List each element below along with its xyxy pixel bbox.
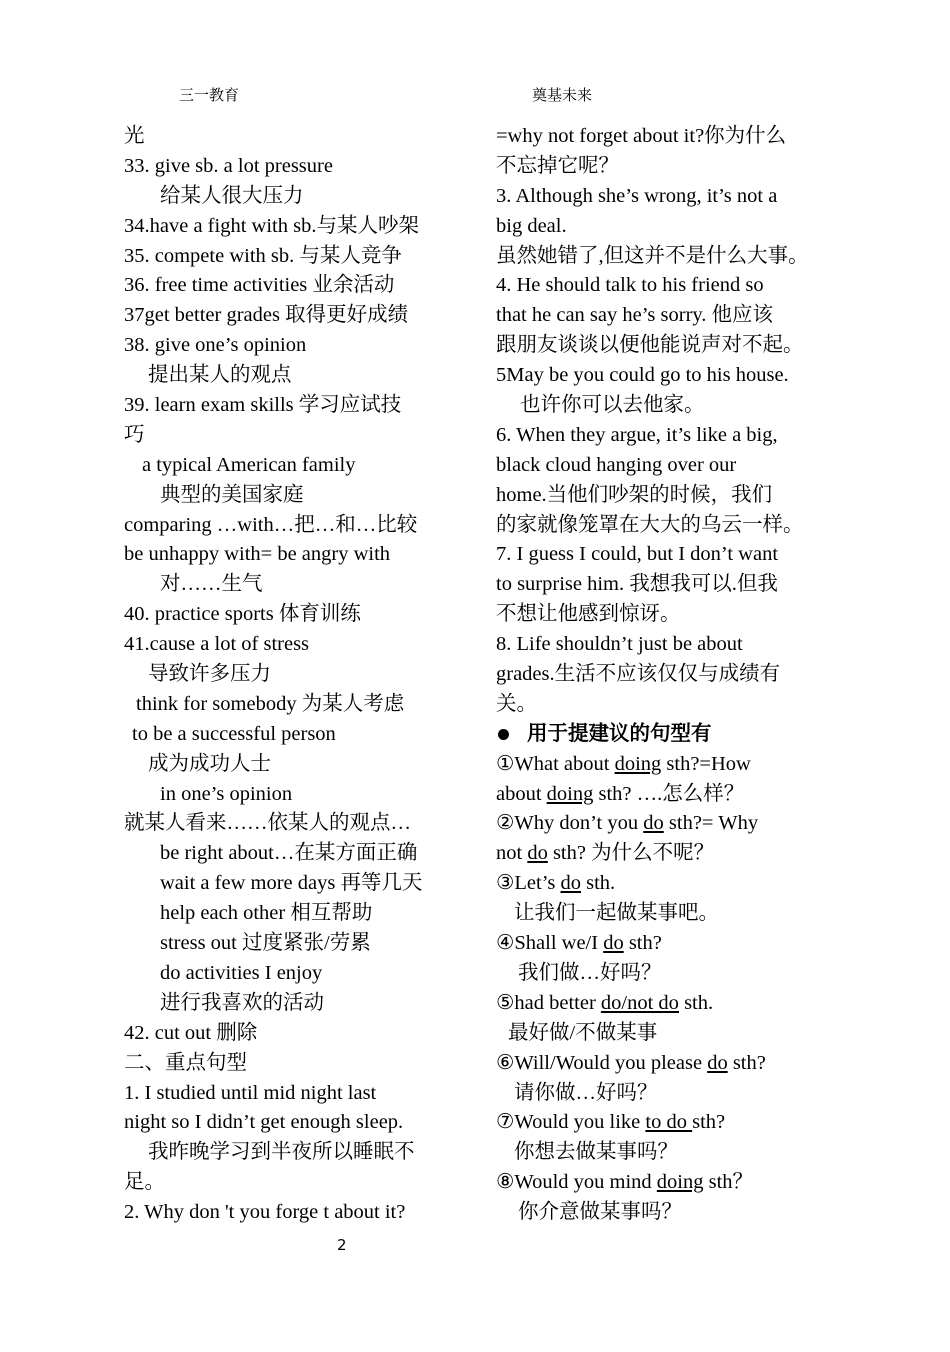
text-line: 38. give one’s opinion: [124, 334, 307, 357]
text-line: 40. practice sports 体育训练: [124, 603, 361, 626]
text-line: in one’s opinion: [160, 782, 293, 805]
pattern-line: ⑧Would you mind doing sth？: [496, 1171, 754, 1194]
text-line: 也许你可以去他家。: [520, 394, 705, 417]
pattern-translation: 最好做/不做某事: [508, 1021, 658, 1044]
text-line: 6. When they argue, it’s like a big,: [496, 423, 778, 446]
pattern-line: about doing sth? ….怎么样？: [496, 782, 745, 805]
text-line: 3. Although she’s wrong, it’s not a: [496, 184, 778, 207]
text-line: 光: [124, 125, 145, 147]
pattern-line: ⑤had better do/not do sth.: [496, 991, 714, 1014]
header-left: 三一教育: [179, 86, 240, 104]
text-line: comparing …with…把…和…比较: [124, 513, 418, 536]
text-line: be unhappy with= be angry with: [124, 543, 391, 566]
text-line: 足。: [124, 1171, 165, 1194]
text-line: 不忘掉它呢？: [496, 154, 619, 177]
text-line: to be a successful person: [132, 722, 336, 745]
pattern-line: ②Why don’t you do sth?= Why: [496, 812, 759, 835]
text-line: 42. cut out 删除: [124, 1021, 258, 1044]
text-line: 我昨晚学习到半夜所以睡眠不: [148, 1141, 415, 1164]
bullet-heading-text: 用于提建议的句型有: [527, 722, 712, 745]
text-line: big deal.: [496, 214, 567, 237]
text-line: 给某人很大压力: [160, 184, 304, 207]
text-line: =why not forget about it?你为什么: [496, 125, 787, 147]
text-line: 34.have a fight with sb.与某人吵架: [124, 214, 419, 237]
text-line: 进行我喜欢的活动: [160, 991, 324, 1014]
text-line: 4. He should talk to his friend so: [496, 274, 764, 297]
pattern-translation: 我们做…好吗？: [518, 961, 662, 984]
text-line: home.当他们吵架的时候，我们: [496, 483, 773, 506]
section-heading: 二、重点句型: [124, 1051, 247, 1074]
pattern-line: ⑦Would you like to do sth?: [496, 1111, 726, 1134]
text-line: 2. Why don 't you forge t about it?: [124, 1201, 406, 1224]
pattern-line: ⑥Will/Would you please do sth?: [496, 1051, 766, 1074]
text-line: to surprise him. 我想我可以.但我: [496, 573, 778, 596]
text-line: grades.生活不应该仅仅与成绩有: [496, 663, 781, 686]
right-column: [496, 122, 846, 1228]
pattern-translation: 你想去做某事吗？: [514, 1141, 678, 1164]
pattern-line: not do sth? 为什么不呢？: [496, 842, 715, 865]
text-line: 虽然她错了,但这并不是什么大事。: [496, 244, 809, 267]
text-line: 1. I studied until mid night last: [124, 1081, 377, 1104]
text-line: black cloud hanging over our: [496, 453, 737, 476]
text-line: do activities I enjoy: [160, 961, 323, 984]
pattern-line: ④Shall we/I do sth?: [496, 932, 662, 955]
text-line: that he can say he’s sorry. 他应该: [496, 304, 774, 327]
text-line: night so I didn’t get enough sleep.: [124, 1111, 404, 1134]
text-line: a typical American family: [142, 453, 356, 476]
text-line: 不想让他感到惊讶。: [496, 603, 681, 626]
text-line: 巧: [124, 423, 145, 446]
pattern-translation: 你介意做某事吗？: [518, 1201, 682, 1224]
text-line: 7. I guess I could, but I don’t want: [496, 543, 779, 566]
header-right: 奠基未来: [532, 86, 593, 104]
text-line: 导致许多压力: [148, 663, 271, 686]
text-line: 跟朋友谈谈以便他能说声对不起。: [496, 334, 804, 357]
text-line: think for somebody 为某人考虑: [136, 692, 405, 715]
text-line: 41.cause a lot of stress: [124, 633, 310, 656]
text-line: 典型的美国家庭: [160, 483, 304, 506]
pattern-line: ①What about doing sth?=How: [496, 752, 751, 775]
pattern-translation: 请你做…好吗？: [514, 1081, 658, 1104]
text-line: 就某人看来……依某人的观点…: [124, 812, 411, 835]
text-line: wait a few more days 再等几天: [160, 872, 423, 895]
text-line: be right about…在某方面正确: [160, 842, 418, 865]
text-line: 36. free time activities 业余活动: [124, 274, 395, 297]
text-line: 35. compete with sb. 与某人竞争: [124, 244, 402, 267]
pattern-line: ③Let’s do sth.: [496, 872, 616, 895]
pattern-translation: 让我们一起做某事吧。: [514, 902, 719, 925]
text-line: 39. learn exam skills 学习应试技: [124, 394, 402, 417]
text-line: 8. Life shouldn’t just be about: [496, 633, 743, 656]
text-line: help each other 相互帮助: [160, 902, 373, 925]
bullet-heading: [496, 720, 846, 750]
text-line: 的家就像笼罩在大大的乌云一样。: [496, 513, 804, 536]
text-line: 33. give sb. a lot pressure: [124, 154, 333, 177]
text-line: stress out 过度紧张/劳累: [160, 932, 371, 955]
left-column: [124, 122, 464, 1228]
text-line: 成为成功人士: [148, 752, 271, 775]
text-line: 37get better grades 取得更好成绩: [124, 304, 409, 327]
bullet-icon: [498, 729, 509, 740]
text-line: 对……生气: [160, 573, 263, 596]
page-number: 2: [337, 1236, 347, 1254]
text-line: 关。: [496, 692, 537, 715]
text-line: 5May be you could go to his house.: [496, 364, 789, 387]
text-line: 提出某人的观点: [148, 364, 292, 387]
